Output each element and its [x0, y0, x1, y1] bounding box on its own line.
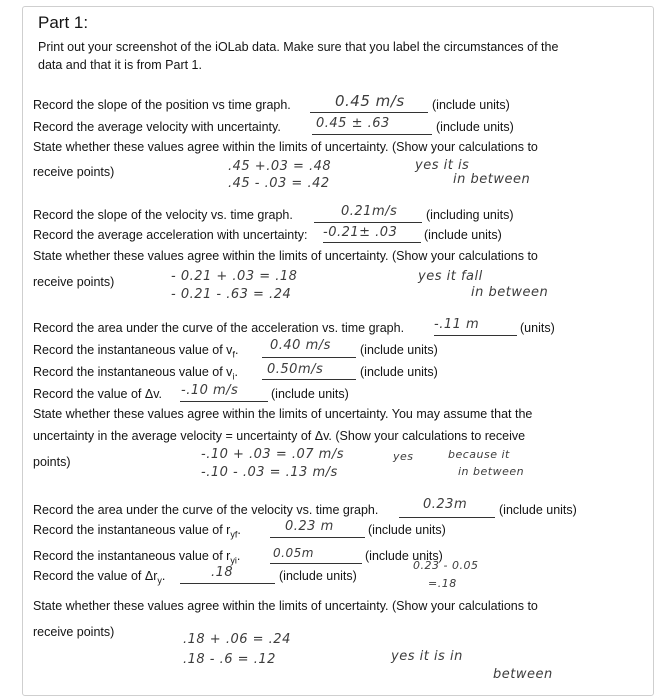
s4-ryi-value: 0.05m — [273, 546, 314, 560]
s3-agree-line-3: points) — [33, 455, 71, 469]
s2-avgacc-value: -0.21± .03 — [323, 225, 398, 240]
s1-agree-line-1: State whether these values agree within the limits of uncertainty. (Show your calculations to — [33, 140, 538, 154]
s3-area-units: (units) — [520, 321, 555, 335]
s1-calc-2: .45 - .03 = .42 — [228, 176, 330, 191]
s4-verdict-1: yes it is in — [391, 649, 463, 664]
s2-slope-label: Record the slope of the velocity vs. time graph. — [33, 208, 293, 222]
s3-dv-label: Record the value of Δv. — [33, 387, 163, 401]
intro-line-1: Print out your screenshot of the iOLab data. Make sure that you label the circumstances of the — [38, 40, 559, 54]
s2-agree-line-2: receive points) — [33, 275, 115, 289]
s3-verdict-1: yes — [393, 450, 414, 463]
s3-area-blank — [434, 335, 517, 336]
s1-calc-1: .45 +.03 = .48 — [228, 159, 332, 174]
s3-vi-label: Record the instantaneous value of $v_i$. — [33, 365, 238, 382]
s4-side-calc-1: 0.23 - 0.05 — [413, 559, 479, 572]
s2-slope-value: 0.21m/s — [341, 204, 398, 219]
s4-area-blank — [399, 517, 495, 518]
s1-avgvel-blank — [312, 134, 432, 135]
s4-agree-line-2: receive points) — [33, 625, 115, 639]
s4-ryi-blank — [270, 563, 362, 564]
intro-line-2: data and that it is from Part 1. — [38, 58, 202, 72]
s1-slope-units: (include units) — [432, 98, 510, 112]
s4-dry-value: .18 — [211, 565, 234, 580]
s4-calc-2: .18 - .6 = .12 — [183, 652, 276, 667]
s3-vi-units: (include units) — [360, 365, 438, 379]
s4-verdict-2: between — [493, 667, 553, 682]
worksheet-page — [22, 6, 654, 696]
s4-dry-units: (include units) — [279, 569, 357, 583]
s2-verdict-1: yes it fall — [418, 269, 483, 284]
s1-avgvel-units: (include units) — [436, 120, 514, 134]
s4-ryf-units: (include units) — [368, 523, 446, 537]
s3-area-value: -.11 m — [434, 317, 480, 332]
s2-avgacc-blank — [323, 242, 421, 243]
s4-ryf-label: Record the instantaneous value of $r_{yf}$. — [33, 523, 241, 540]
s2-calc-2: - 0.21 - .63 = .24 — [171, 287, 292, 302]
s3-vi-blank — [262, 379, 356, 380]
s2-verdict-2: in between — [471, 285, 549, 300]
s1-avgvel-value: 0.45 ± .63 — [316, 116, 390, 131]
s3-agree-line-1: State whether these values agree within the limits of uncertainty. You may assume that the — [33, 407, 533, 421]
s4-area-label: Record the area under the curve of the velocity vs. time graph. — [33, 503, 379, 517]
s1-slope-label: Record the slope of the position vs time graph. — [33, 98, 291, 112]
s2-calc-1: - 0.21 + .03 = .18 — [171, 269, 298, 284]
s3-vf-units: (include units) — [360, 343, 438, 357]
s3-dv-units: (include units) — [271, 387, 349, 401]
s3-calc-1: -.10 + .03 = .07 m/s — [201, 447, 344, 462]
s4-dry-blank — [180, 583, 275, 584]
s3-area-label: Record the area under the curve of the acceleration vs. time graph. — [33, 321, 405, 335]
s4-dry-label: Record the value of $\Delta r_y$. — [33, 569, 166, 586]
s4-calc-1: .18 + .06 = .24 — [183, 632, 291, 647]
s1-avgvel-label: Record the average velocity with uncertainty. — [33, 120, 281, 134]
s3-dv-blank — [180, 401, 268, 402]
s2-agree-line-1: State whether these values agree within the limits of uncertainty. (Show your calculations to — [33, 249, 538, 263]
s3-vf-blank — [262, 357, 356, 358]
s2-slope-blank — [314, 222, 422, 223]
part-title: Part 1: — [38, 13, 89, 32]
s3-agree-line-2: uncertainty in the average velocity = uncertainty of Δv. (Show your calculations to receive — [33, 429, 526, 443]
s1-agree-line-2: receive points) — [33, 165, 115, 179]
s4-ryf-value: 0.23 m — [285, 519, 334, 534]
s3-calc-2: -.10 - .03 = .13 m/s — [201, 465, 338, 480]
s2-avgacc-units: (include units) — [424, 228, 502, 242]
s4-ryi-units: (include units) — [365, 549, 443, 563]
s4-area-units: (include units) — [499, 503, 577, 517]
s3-verdict-3: in between — [458, 465, 525, 478]
s3-dv-value: -.10 m/s — [181, 383, 239, 398]
s2-slope-units: (including units) — [426, 208, 514, 222]
s4-agree-line-1: State whether these values agree within the limits of uncertainty. (Show your calculations to — [33, 599, 538, 613]
s1-slope-value: 0.45 m/s — [335, 92, 405, 110]
s1-verdict-2: in between — [453, 172, 531, 187]
s4-side-calc-2: =.18 — [428, 577, 457, 590]
s3-vf-value: 0.40 m/s — [270, 338, 331, 353]
s1-verdict-1: yes it is — [415, 158, 470, 173]
s1-slope-blank — [310, 112, 428, 113]
s4-area-value: 0.23m — [423, 497, 468, 512]
s4-ryf-blank — [270, 537, 365, 538]
s3-verdict-2: because it — [448, 448, 510, 461]
s4-ryi-label: Record the instantaneous value of $r_{yi}$. — [33, 549, 241, 566]
s3-vf-label: Record the instantaneous value of $v_f$. — [33, 343, 239, 360]
s3-vi-value: 0.50m/s — [267, 362, 324, 377]
s2-avgacc-label: Record the average acceleration with uncertainty: — [33, 228, 308, 242]
